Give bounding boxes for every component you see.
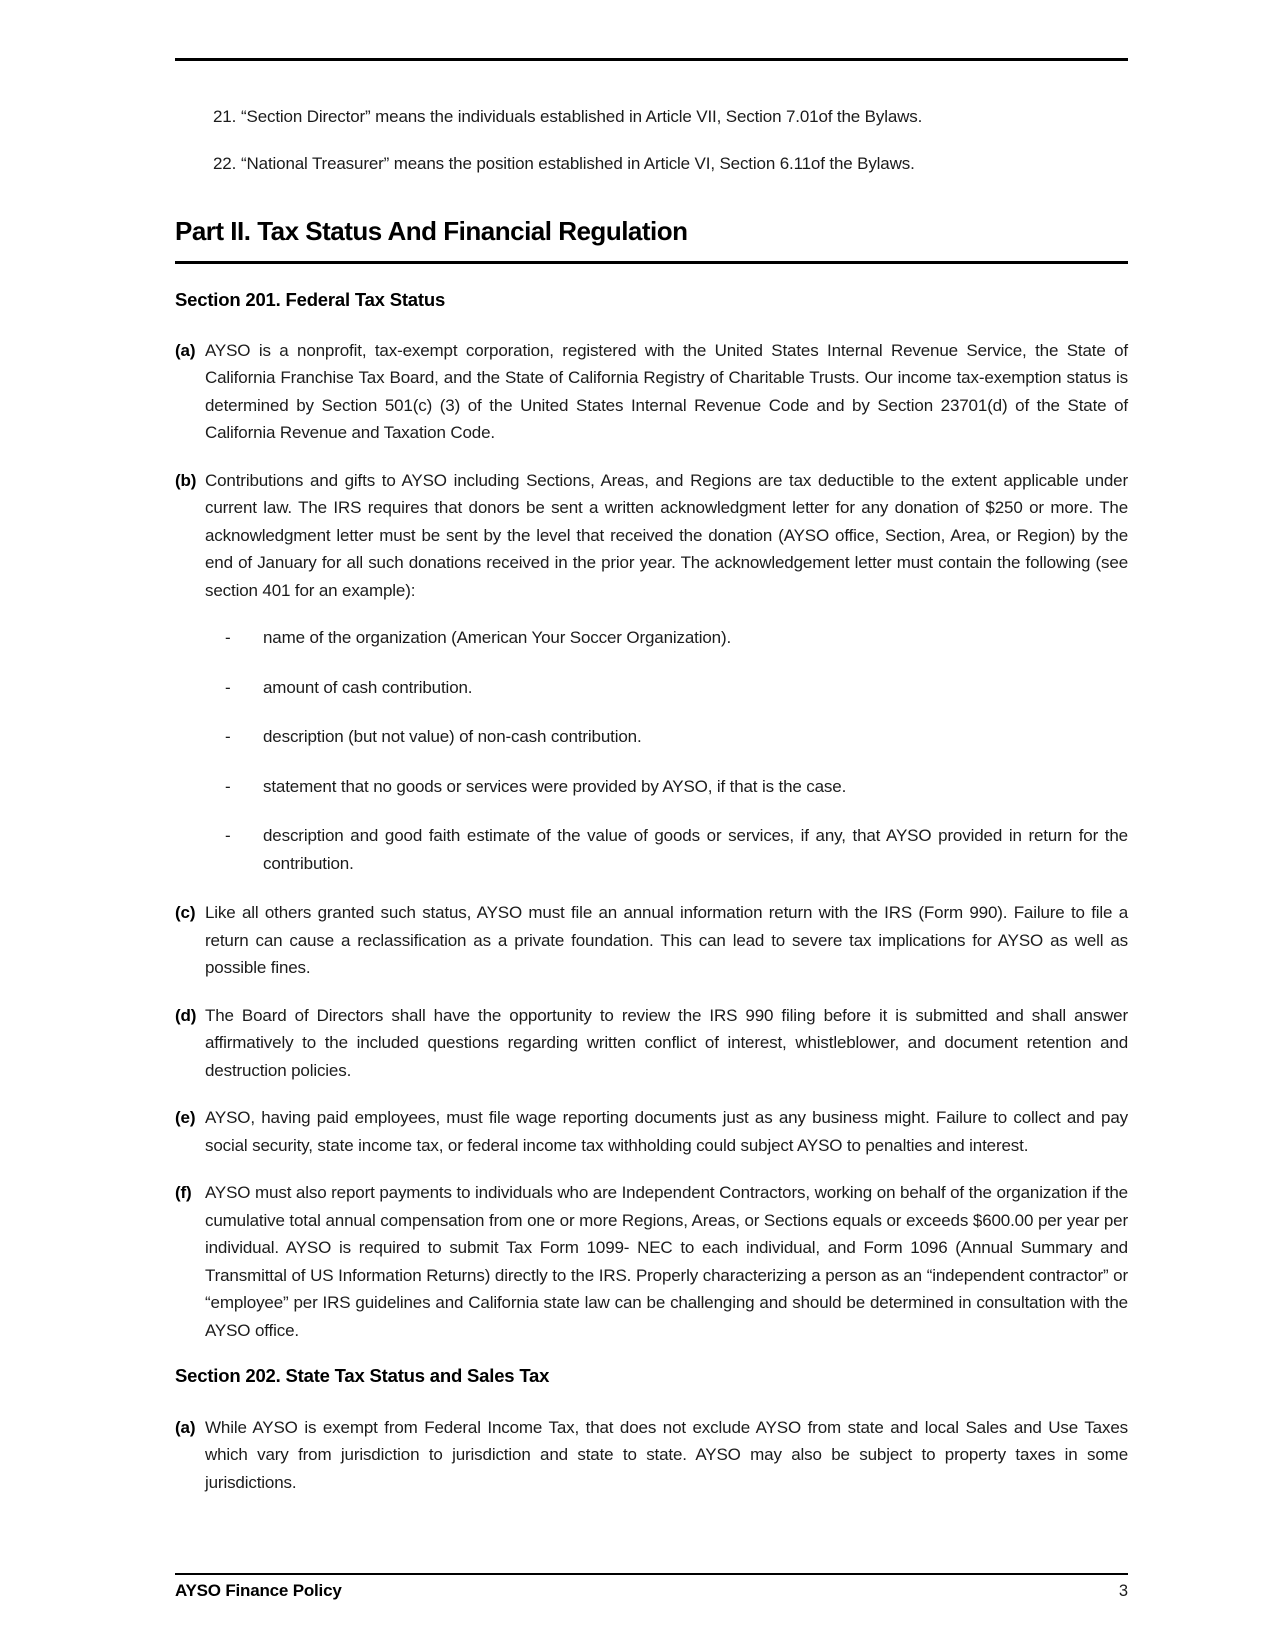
paragraph-label: (d) — [175, 1005, 197, 1025]
section-201-heading: Section 201. Federal Tax Status — [175, 288, 446, 310]
paragraph-201-c — [175, 899, 1128, 982]
bullet-text: name of the organization (American Your Soccer Organization). — [263, 628, 732, 648]
part-ii-heading: Part II. Tax Status And Financial Regulation — [175, 215, 1128, 264]
paragraph-text: AYSO is a nonprofit, tax-exempt corporation, registered with the United States Internal Revenue Service, the State of California Franchise Tax Board, and the State of California Registry of Charitable Trusts. Our income tax-exemption status is determined by Section 501(c) (3) of the United States Internal Revenue Code and by Section 23701(d) of the State of California Revenue and Taxation Code. — [205, 340, 1128, 443]
paragraph-text: AYSO must also report payments to individuals who are Independent Contractors, working on behalf of the organization if the cumulative total annual compensation from one or more Regions, Areas, or Sections equals or exceeds $600.00 per year per individual. AYSO is required to submit Tax Form 1099- NEC to each individual, and Form 1096 (Annual Summary and Transmittal of US Information Returns) directly to the IRS. Properly characterizing a person as an “independent contractor” or “employee” per IRS guidelines and California state law can be challenging and should be determined in consultation with the AYSO office. — [205, 1183, 1128, 1340]
paragraph-text: While AYSO is exempt from Federal Income Tax, that does not exclude AYSO from state and local Sales and Use Taxes which vary from jurisdiction to jurisdiction and state to state. AYSO may also be subject to property taxes in some jurisdictions. — [205, 1417, 1128, 1492]
definition-item-22 — [175, 150, 1128, 178]
bullet-text: description and good faith estimate of the value of goods or services, if any, that AYSO provided in return for the contribution. — [263, 826, 1128, 873]
paragraph-label: (b) — [175, 470, 197, 490]
bullet-dash: - — [225, 677, 231, 697]
paragraph-201-a — [175, 337, 1128, 447]
bullet-item — [175, 822, 1128, 877]
list-item-text: “National Treasurer” means the position established in Article VI, Section 6.11of the Bylaws. — [241, 153, 915, 173]
paragraph-text: The Board of Directors shall have the opportunity to review the IRS 990 filing before it is submitted and shall answer affirmatively to the included questions regarding written conflict of interest, whistleblower, and document retention and destruction policies. — [205, 1005, 1128, 1080]
bullet-item — [175, 723, 1128, 751]
paragraph-201-d — [175, 1002, 1128, 1085]
footer-divider — [175, 1573, 1128, 1575]
footer-document-title: AYSO Finance Policy — [175, 1581, 342, 1600]
paragraph-label: (a) — [175, 340, 196, 360]
bullet-text: statement that no goods or services were provided by AYSO, if that is the case. — [263, 776, 847, 796]
paragraph-text: AYSO, having paid employees, must file wage reporting documents just as any business might. Failure to collect and pay social security, state income tax, or federal income tax withholding could subject AYSO to penalties and interest. — [205, 1108, 1128, 1155]
list-item-number: 21. — [213, 107, 237, 126]
bullet-item — [175, 773, 1128, 801]
page-footer — [175, 1573, 1128, 1601]
paragraph-201-e — [175, 1104, 1128, 1159]
bullet-item — [175, 624, 1128, 652]
footer-row — [175, 1581, 1128, 1601]
bullet-dash: - — [225, 628, 231, 648]
paragraph-label: (e) — [175, 1108, 196, 1128]
section-202-heading: Section 202. State Tax Status and Sales Tax — [175, 1365, 550, 1387]
bullet-item — [175, 674, 1128, 702]
top-divider — [175, 58, 1128, 61]
bullet-dash: - — [225, 727, 231, 747]
list-item-text: “Section Director” means the individuals established in Article VII, Section 7.01of the Bylaws. — [241, 107, 923, 126]
bullet-text: amount of cash contribution. — [263, 677, 473, 697]
paragraph-201-f — [175, 1179, 1128, 1344]
paragraph-label: (c) — [175, 903, 196, 923]
list-item-number: 22. — [213, 153, 237, 173]
paragraph-202-a — [175, 1414, 1128, 1497]
paragraph-label: (a) — [175, 1417, 196, 1437]
paragraph-201-b — [175, 467, 1128, 605]
bullet-text: description (but not value) of non-cash contribution. — [263, 727, 642, 747]
bullet-dash: - — [225, 826, 231, 846]
definitions-list — [175, 103, 1128, 177]
page-content — [175, 0, 1128, 1516]
paragraph-text: Contributions and gifts to AYSO including Sections, Areas, and Regions are tax deductible to the extent applicable under current law. The IRS requires that donors be sent a written acknowledgment letter for any donation of $250 or more. The acknowledgment letter must be sent by the level that received the donation (AYSO office, Section, Area, or Region) by the end of January for all such donations received in the prior year. The acknowledgement letter must contain the following (see section 401 for an example): — [205, 470, 1128, 600]
bullet-dash: - — [225, 776, 231, 796]
acknowledgement-bullet-list — [175, 624, 1128, 877]
paragraph-label: (f) — [175, 1183, 192, 1203]
definition-item-21 — [175, 103, 1128, 131]
paragraph-text: Like all others granted such status, AYSO must file an annual information return with the IRS (Form 990). Failure to file a return can cause a reclassification as a private foundation. This can lead to severe tax implications for AYSO as well as possible fines. — [205, 903, 1128, 978]
footer-page-number: 3 — [1118, 1582, 1128, 1600]
